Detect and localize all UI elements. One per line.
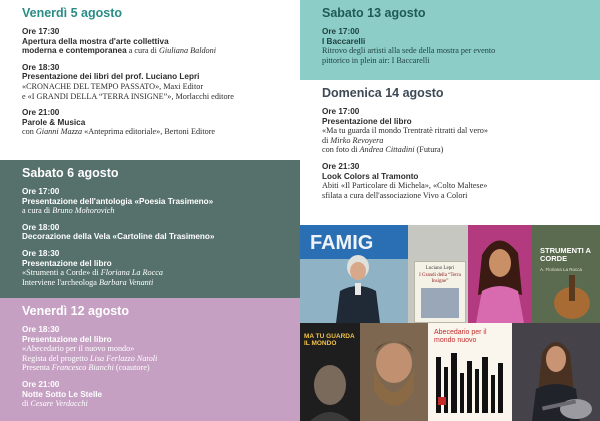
event-detail: Ritrovo degli artisti alla sede della mostra per evento xyxy=(322,46,496,56)
event-time: Ore 21:30 xyxy=(322,161,360,171)
event-detail xyxy=(22,127,296,137)
event-detail-prefix: Regista del progetto xyxy=(22,353,90,363)
event-detail-prefix: con xyxy=(22,127,36,137)
event-time: Ore 18:00 xyxy=(22,222,60,232)
event-1830-books xyxy=(0,63,300,101)
event-person: Francesco Bianchi xyxy=(51,363,114,373)
photo-guitarist xyxy=(512,323,600,421)
event-detail-prefix: di xyxy=(322,135,331,145)
event-detail: pittorico in plein air: I Baccarelli xyxy=(322,55,430,65)
event-detail: «CRONACHE DEL TEMPO PASSATO», Maxi Editor xyxy=(22,81,204,91)
event-person: Cesare Verdacchi xyxy=(30,399,88,409)
book-cover-image xyxy=(421,288,459,318)
event-detail-suffix: (Futura) xyxy=(414,145,444,155)
event-detail xyxy=(22,278,296,288)
event-person: Gianni Mazza xyxy=(35,127,83,137)
event-title-cont: moderna e contemporanea xyxy=(22,46,127,56)
event-curator-prefix: a cura di xyxy=(126,46,159,56)
event-1700-baccarelli xyxy=(300,27,600,65)
day-heading: Venerdì 12 agosto xyxy=(22,304,129,318)
event-time: Ore 17:00 xyxy=(322,27,360,36)
portrait-illustration xyxy=(300,323,360,421)
event-title: Look Colors al Tramonto xyxy=(322,171,419,181)
event-person: Lisa Ferlazzo Natoli xyxy=(90,353,158,363)
event-detail xyxy=(322,136,596,146)
day-heading: Sabato 13 agosto xyxy=(322,6,426,20)
book-author: A. Floriana La Rocca xyxy=(540,267,583,272)
bearded-man-illustration xyxy=(360,323,428,421)
event-detail xyxy=(22,399,296,409)
photo-singer xyxy=(468,225,532,323)
day-panel-friday-5 xyxy=(0,0,300,160)
event-detail-prefix: «Strumenti a Corde» di xyxy=(22,268,101,278)
event-detail xyxy=(322,145,596,155)
event-detail: «Ma tu guarda il mondo Trentratè ritratti dal vero» xyxy=(322,126,488,136)
event-time: Ore 18:30 xyxy=(22,248,60,258)
event-detail-prefix: con foto di xyxy=(322,145,360,155)
event-detail: Abiti «Il Particolare di Michela», «Colto Maltese» xyxy=(322,181,488,191)
day-heading: Venerdì 5 agosto xyxy=(22,6,123,20)
book-title: I Grandi della “Terra Insigne” xyxy=(419,273,461,284)
event-time: Ore 21:00 xyxy=(22,108,60,118)
book-title: STRUMENTI A CORDE xyxy=(540,246,591,263)
event-person: Barbara Venanti xyxy=(98,277,154,287)
event-1700-book xyxy=(300,107,600,155)
day-panel-sunday-14 xyxy=(300,80,600,225)
speaker-photo-illustration xyxy=(300,225,408,323)
event-title: Presentazione del libro xyxy=(322,116,412,126)
event-title: Presentazione del libro xyxy=(22,258,112,268)
day-panel-saturday-6 xyxy=(0,160,300,298)
event-title: Presentazione del libro xyxy=(22,334,112,344)
event-1730-exhibition xyxy=(0,27,300,56)
guitarist-illustration xyxy=(512,323,600,421)
event-1830-book xyxy=(0,325,300,373)
day-panel-friday-12 xyxy=(0,298,300,421)
event-detail xyxy=(22,363,296,373)
banner-text: FAMIG xyxy=(310,232,374,254)
photo-speaker xyxy=(300,225,408,323)
event-detail xyxy=(22,354,296,364)
event-curator: Giuliana Baldoni xyxy=(158,46,217,56)
book-author: Luciano Lepri xyxy=(425,266,455,271)
event-detail-prefix: Presenta xyxy=(22,363,52,373)
event-detail-prefix: Interviene l'archeologa xyxy=(22,277,99,287)
book-cover-lepri xyxy=(414,261,466,323)
event-detail xyxy=(22,268,296,278)
event-title: Presentazione dei libri del prof. Luciano Lepri xyxy=(22,72,200,82)
typography-illustration xyxy=(428,323,512,421)
singer-illustration xyxy=(468,225,532,323)
day-heading: Domenica 14 agosto xyxy=(322,86,444,100)
photo-collage xyxy=(300,225,600,421)
event-detail xyxy=(22,206,296,216)
event-detail-prefix: di xyxy=(22,399,31,409)
event-detail: «Abecedario per il nuovo mondo» xyxy=(22,344,135,354)
event-title: Apertura della mostra d'arte collettiva xyxy=(22,36,169,46)
event-title: Parole & Musica xyxy=(22,117,86,127)
event-time: Ore 18:30 xyxy=(22,325,60,334)
event-detail-prefix: a cura di xyxy=(22,206,53,216)
event-time: Ore 17:00 xyxy=(322,107,360,116)
event-title: I Baccarelli xyxy=(322,36,366,46)
event-detail-suffix: (coautore) xyxy=(113,363,150,373)
event-time: Ore 21:00 xyxy=(22,379,60,389)
event-2100-night xyxy=(0,380,300,409)
event-title: Presentazione dell'antologia «Poesia Trasimeno» xyxy=(22,196,214,206)
book-title: MA TU GUARDA IL MONDO xyxy=(304,333,355,347)
photo-book-abecedario xyxy=(428,323,512,421)
event-detail-suffix: «Anteprima editoriale», Bertoni Editore xyxy=(82,127,216,137)
event-1830-book xyxy=(0,249,300,287)
event-detail: e «I GRANDI DELLA “TERRA INSIGNE”», Morlacchi editore xyxy=(22,91,234,101)
photo-book-lepri xyxy=(408,225,468,323)
book-title: Abecedario per il mondo nuovo xyxy=(434,329,487,344)
photo-book-strumenti xyxy=(532,225,600,323)
event-title: Notte Sotto Le Stelle xyxy=(22,389,103,399)
photo-book-revoyera xyxy=(300,323,360,421)
event-detail xyxy=(22,46,296,56)
event-person: Bruno Mohorovich xyxy=(52,206,115,216)
event-detail: sfilata a cura dell'associazione Vivo a Colori xyxy=(322,190,468,200)
event-2130-fashion xyxy=(300,162,600,200)
event-person: Floriana La Rocca xyxy=(100,268,163,278)
event-1700-anthology xyxy=(0,187,300,216)
event-2100-music xyxy=(0,108,300,137)
event-person: Mirko Revoyera xyxy=(330,135,384,145)
photo-bearded-man xyxy=(360,323,428,421)
event-time: Ore 17:00 xyxy=(22,187,60,196)
event-person: Andrea Cittadini xyxy=(359,145,415,155)
guitar-illustration xyxy=(532,225,600,323)
event-time: Ore 18:30 xyxy=(22,62,60,72)
event-time: Ore 17:30 xyxy=(22,27,60,36)
event-1800-sail xyxy=(0,223,300,242)
day-panel-saturday-13 xyxy=(300,0,600,80)
day-heading: Sabato 6 agosto xyxy=(22,166,119,180)
event-title: Decorazione della Vela «Cartoline dal Trasimeno» xyxy=(22,232,215,242)
